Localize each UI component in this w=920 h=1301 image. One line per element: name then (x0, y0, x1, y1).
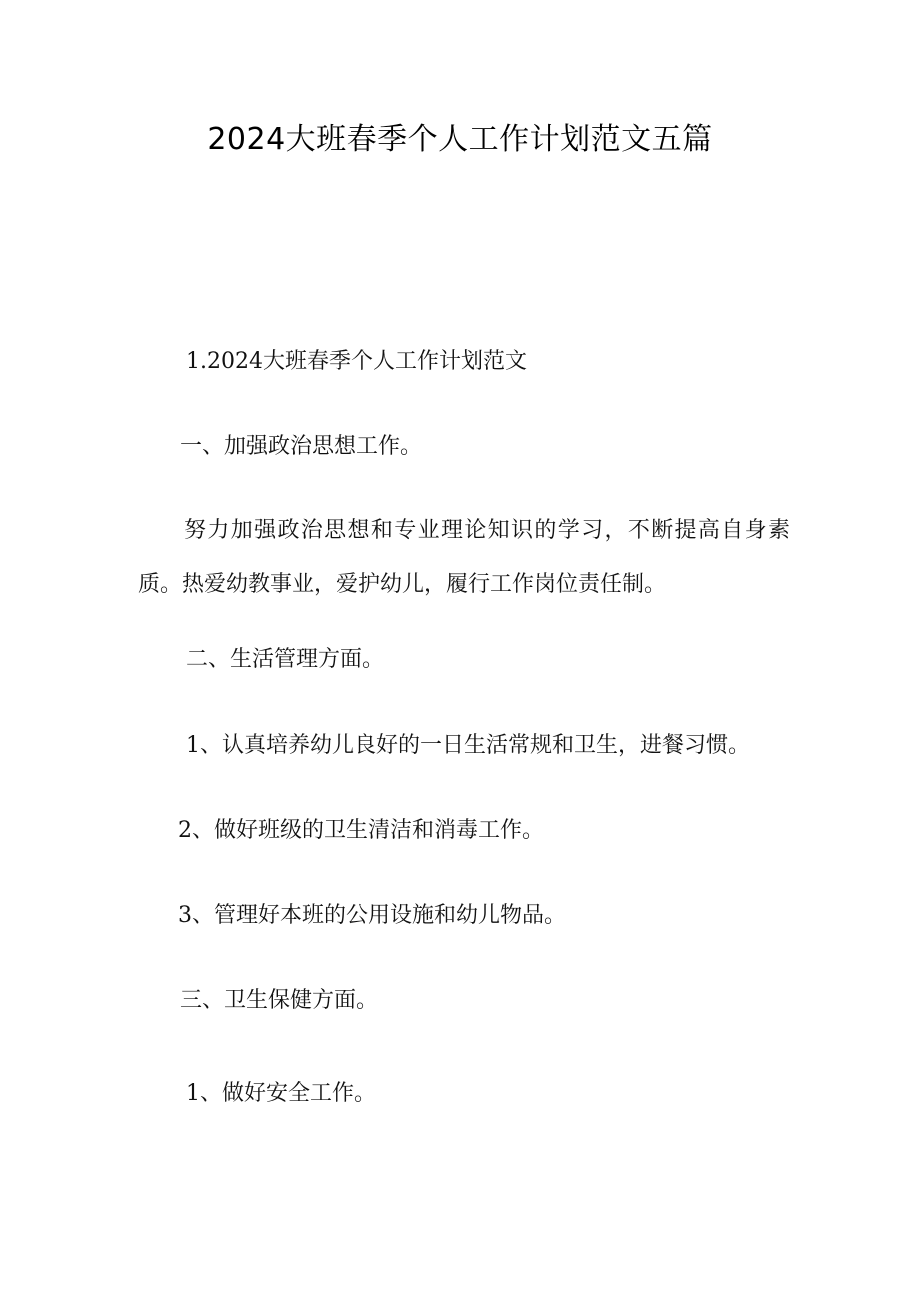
article-heading: 1.2024大班春季个人工作计划范文 (186, 349, 527, 374)
document-title: 2024大班春季个人工作计划范文五篇 (207, 122, 713, 157)
paragraph-study: 努力加强政治思想和专业理论知识的学习，不断提高自身素质。热爱幼教事业，爱护幼儿，履行工作岗位责任制。 (138, 518, 790, 597)
list-item-habits: 1、认真培养幼儿良好的一日生活常规和卫生，进餐习惯。 (186, 733, 750, 758)
list-item-safety: 1、做好安全工作。 (186, 1081, 376, 1106)
list-item-cleaning: 2、做好班级的卫生清洁和消毒工作。 (178, 818, 544, 843)
list-item-facilities: 3、管理好本班的公用设施和幼儿物品。 (178, 903, 566, 928)
section-heading-health: 三、卫生保健方面。 (180, 988, 379, 1013)
section-heading-political: 一、加强政治思想工作。 (180, 434, 423, 459)
section-heading-life-management: 二、生活管理方面。 (186, 647, 385, 672)
